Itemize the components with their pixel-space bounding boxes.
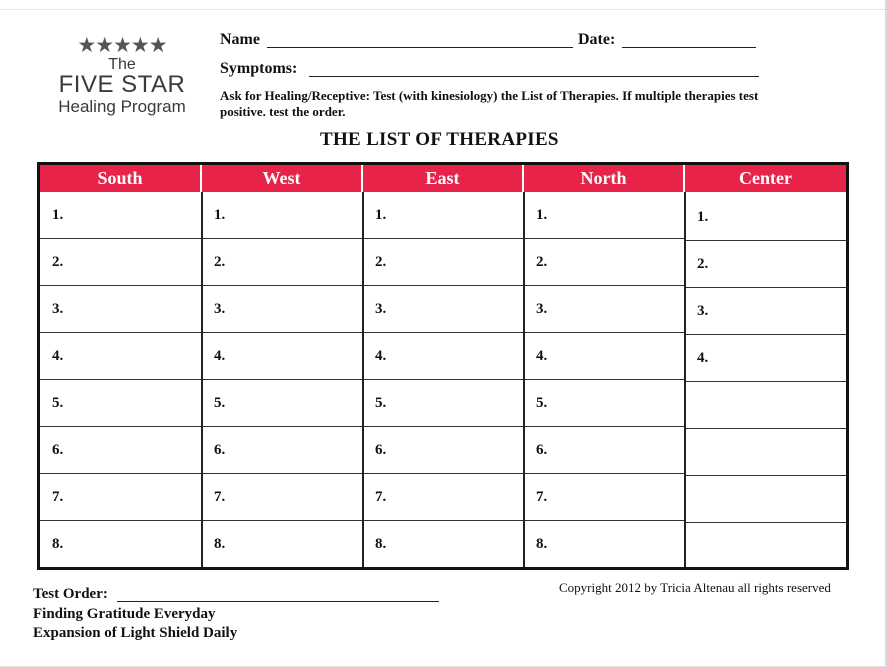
column-header-south: South — [40, 165, 202, 192]
row-number: 4. — [214, 348, 226, 364]
column-divider — [684, 192, 686, 567]
column-header-west: West — [202, 165, 363, 192]
table-cell[interactable] — [40, 192, 202, 239]
table-cell[interactable] — [524, 474, 685, 521]
row-number: 7. — [52, 489, 64, 505]
row-number: 4. — [52, 348, 64, 364]
row-number: 2. — [697, 256, 709, 272]
table-cell[interactable] — [202, 427, 363, 474]
row-number: 8. — [536, 536, 548, 552]
therapies-table — [37, 162, 849, 570]
row-number: 3. — [214, 301, 226, 317]
date-field[interactable] — [622, 47, 756, 48]
table-cell-empty[interactable] — [685, 382, 846, 429]
column-west — [202, 165, 363, 567]
row-number: 7. — [375, 489, 387, 505]
table-cell[interactable] — [40, 239, 202, 286]
table-cell[interactable] — [40, 380, 202, 427]
five-stars-icon: ★★★★★ — [77, 33, 167, 57]
table-cell[interactable] — [685, 335, 846, 382]
gratitude-line: Finding Gratitude Everyday — [33, 606, 216, 622]
table-cell-empty[interactable] — [685, 476, 846, 523]
row-number: 8. — [214, 536, 226, 552]
column-north — [524, 165, 685, 567]
table-cell-empty[interactable] — [685, 523, 846, 567]
row-number: 1. — [697, 209, 709, 225]
name-field[interactable] — [267, 47, 573, 48]
row-number: 2. — [52, 254, 64, 270]
table-cell[interactable] — [524, 380, 685, 427]
table-cell[interactable] — [363, 239, 524, 286]
column-header-north: North — [524, 165, 685, 192]
row-number: 3. — [536, 301, 548, 317]
test-order-field[interactable] — [117, 601, 439, 602]
table-cell-empty[interactable] — [685, 429, 846, 476]
column-header-center: Center — [685, 165, 846, 192]
row-number: 6. — [52, 442, 64, 458]
row-number: 5. — [52, 395, 64, 411]
column-center — [685, 165, 846, 567]
name-label: Name — [220, 31, 260, 48]
row-number: 2. — [375, 254, 387, 270]
five-star-logo — [52, 34, 192, 117]
row-number: 6. — [375, 442, 387, 458]
top-dotted-border — [0, 9, 887, 10]
table-cell[interactable] — [524, 239, 685, 286]
light-shield-line: Expansion of Light Shield Daily — [33, 625, 238, 641]
table-cell[interactable] — [40, 474, 202, 521]
table-cell[interactable] — [40, 286, 202, 333]
row-number: 1. — [375, 207, 387, 223]
row-number: 2. — [536, 254, 548, 270]
table-cell[interactable] — [363, 192, 524, 239]
row-number: 1. — [52, 207, 64, 223]
table-cell[interactable] — [202, 286, 363, 333]
instructions-text: Ask for Healing/Receptive: Test (with kinesiology) the List of Therapies. If multiple therapies test positive. test the order. — [220, 88, 759, 119]
column-south — [40, 165, 202, 567]
table-cell[interactable] — [202, 239, 363, 286]
table-cell[interactable] — [363, 286, 524, 333]
table-cell[interactable] — [524, 427, 685, 474]
table-cell[interactable] — [363, 521, 524, 567]
table-cell[interactable] — [40, 521, 202, 567]
column-divider — [523, 192, 525, 567]
table-cell[interactable] — [202, 474, 363, 521]
row-number: 3. — [697, 303, 709, 319]
table-cell[interactable] — [685, 288, 846, 335]
table-cell[interactable] — [363, 474, 524, 521]
row-number: 4. — [536, 348, 548, 364]
table-cell[interactable] — [524, 192, 685, 239]
table-cell[interactable] — [202, 333, 363, 380]
row-number: 7. — [536, 489, 548, 505]
row-number: 3. — [375, 301, 387, 317]
table-cell[interactable] — [524, 333, 685, 380]
logo-line-the: The — [108, 56, 136, 73]
row-number: 5. — [375, 395, 387, 411]
table-cell[interactable] — [40, 427, 202, 474]
table-cell[interactable] — [363, 427, 524, 474]
table-cell[interactable] — [202, 192, 363, 239]
row-number: 8. — [375, 536, 387, 552]
row-number: 2. — [214, 254, 226, 270]
table-cell[interactable] — [363, 333, 524, 380]
table-cell[interactable] — [202, 521, 363, 567]
table-cell[interactable] — [363, 380, 524, 427]
column-header-east: East — [363, 165, 524, 192]
column-divider — [201, 192, 203, 567]
row-number: 1. — [536, 207, 548, 223]
row-number: 8. — [52, 536, 64, 552]
table-cell[interactable] — [40, 333, 202, 380]
table-cell[interactable] — [524, 521, 685, 567]
row-number: 4. — [697, 350, 709, 366]
row-number: 4. — [375, 348, 387, 364]
test-order-label: Test Order: — [33, 586, 108, 602]
column-east — [363, 165, 524, 567]
row-number: 3. — [52, 301, 64, 317]
row-number: 5. — [214, 395, 226, 411]
copyright-notice: Copyright 2012 by Tricia Altenau all rights reserved — [559, 580, 831, 595]
column-divider — [362, 192, 364, 567]
row-number: 1. — [214, 207, 226, 223]
table-cell[interactable] — [685, 241, 846, 288]
row-number: 7. — [214, 489, 226, 505]
table-cell[interactable] — [685, 192, 846, 241]
row-number: 6. — [536, 442, 548, 458]
page-title: THE LIST OF THERAPIES — [320, 129, 559, 150]
row-number: 5. — [536, 395, 548, 411]
symptoms-label: Symptoms: — [220, 60, 298, 77]
date-label: Date: — [578, 31, 616, 48]
logo-line-five-star: FIVE STAR — [58, 71, 186, 98]
row-number: 6. — [214, 442, 226, 458]
logo-line-healing-program: Healing Program — [58, 97, 186, 116]
table-cell[interactable] — [524, 286, 685, 333]
symptoms-field[interactable] — [309, 76, 759, 77]
table-cell[interactable] — [202, 380, 363, 427]
